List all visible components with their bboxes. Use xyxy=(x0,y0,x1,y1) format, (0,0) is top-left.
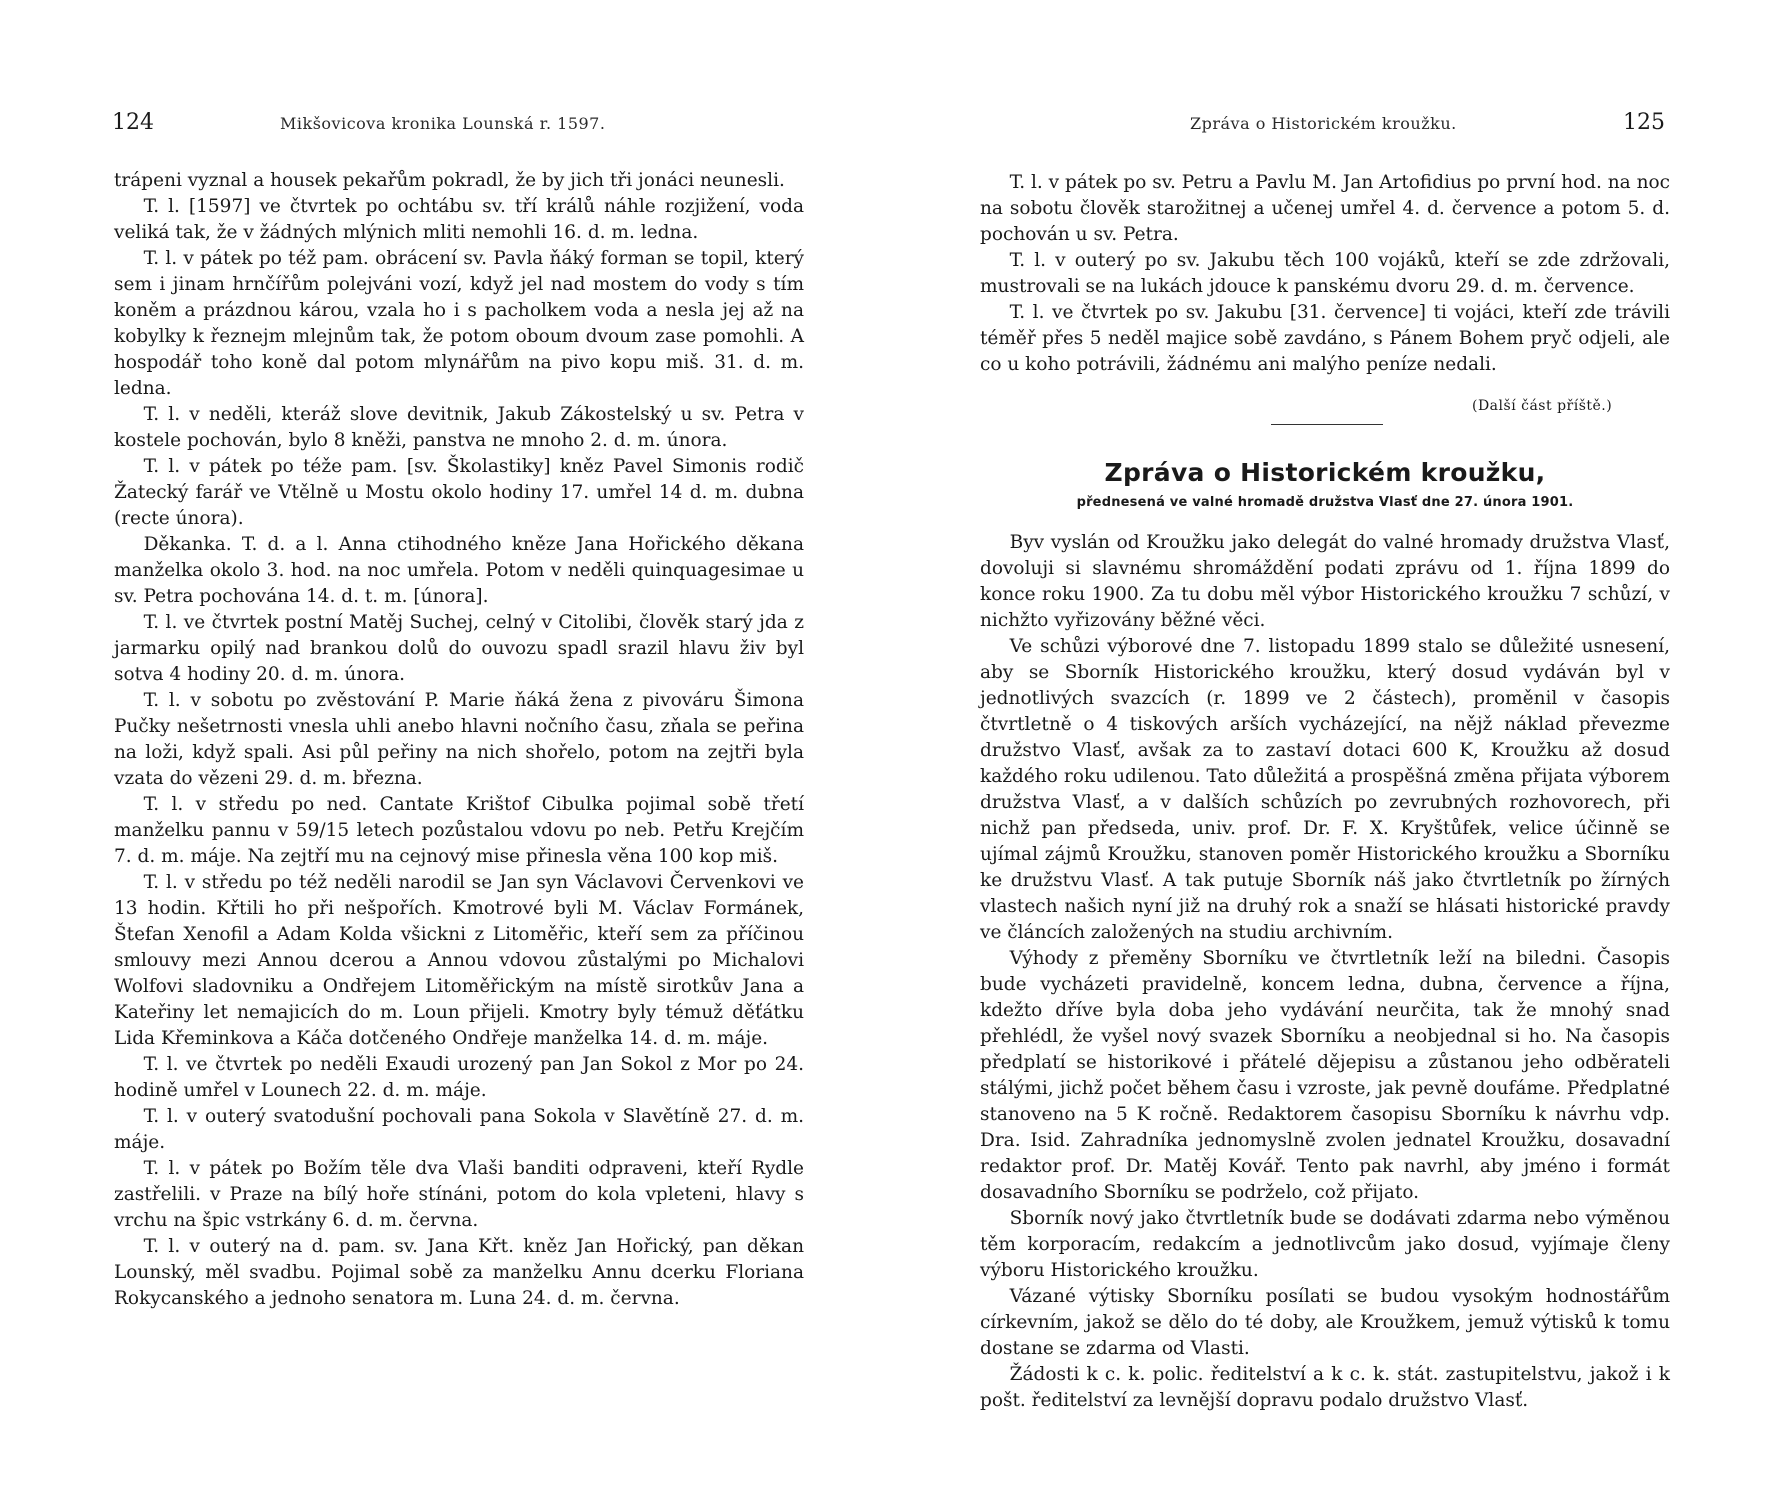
paragraph: Vázané výtisky Sborníku posílati se budou vysokým hodnostářům církevním, jakož se dělo do té doby, ale Kroužkem, jemuž výtisků k tomu dostane se zdarma od Vlasti. xyxy=(980,1286,1670,1359)
paragraph: T. l. v outerý po sv. Jakubu těch 100 vojáků, kteří se zde zdržovali, mustrovali se na lukách jdouce k panskému dvoru 29. d. m. července. xyxy=(980,250,1670,297)
paragraph: T. l. v pátek po Božím těle dva Vlaši banditi odpraveni, kteří Rydle zastřelili. v Praze na bílý hoře stínáni, potom do kola vpleteni, hlavy s vrchu na špic vstrkány 6. d. m. června. xyxy=(114,1158,804,1231)
paragraph: T. l. v neděli, kteráž slove devitnik, Jakub Zákostelský u sv. Petra v kostele pochován, bylo 8 kněži, panstva ne mnoho 2. d. m. února. xyxy=(114,404,804,451)
page-number: 125 xyxy=(1623,110,1665,135)
paragraph: T. l. v sobotu po zvěstování P. Marie ňáká žena z pivováru Šimona Pučky nešetrnosti vnesla uhli anebo hlavni nočního času, zňala se peřina na loži, když spali. Asi půl peřiny na nich shořelo, potom na zejtři byla vzata do vězeni 29. d. m. března. xyxy=(114,690,804,789)
paragraph: T. l. ve čtvrtek po sv. Jakubu [31. července] ti vojáci, kteří zde trávili téměř přes 5 neděl majice sobě zavdáno, s Pánem Bohem pryč odjeli, ale co u koho potrávili, žádnému ani malýho peníze nedali. xyxy=(980,302,1670,375)
running-head: Zpráva o Historickém kroužku. xyxy=(1190,114,1457,133)
paragraph: T. l. ve čtvrtek po neděli Exaudi urozený pan Jan Sokol z Mor po 24. hodině umřel v Lounech 22. d. m. máje. xyxy=(114,1054,804,1101)
right-page xyxy=(890,0,1780,1500)
paragraph: Výhody z přeměny Sborníku ve čtvrtletník leží na biledni. Časopis bude vycházeti pravidelně, koncem ledna, dubna, července a října, kdežto dříve byla doba jeho vydávání neurčita, tak že mnohý snad přehlédl, že vyšel nový svazek Sborníku a neobjednal si ho. Na časopis předplatí se historikové i přátelé dějepisu a zůstanou jeho odběrateli stálými, jichž počet během času i vzroste, jak pevně doufáme. Předplatné stanoveno na 5 K ročně. Redaktorem časopisu Sborníku k návrhu vdp. Dra. Isid. Zahradníka jednomyslně zvolen jednatel Kroužku, dosavadní redaktor prof. Dr. Matěj Kovář. Tento pak navrhl, aby jméno i formát dosavadního Sborníku se podrželo, což přijato. xyxy=(980,948,1670,1203)
paragraph: T. l. v pátek po též pam. obrácení sv. Pavla ňáký forman se topil, který sem i jinam hrnčířům polejváni vozí, když jel nad mostem do vody s tím koněm a prázdnou károu, vzala ho i s pacholkem voda a nesla jej až na kobylky k řeznejm mlejnům tak, že potom oboum dvoum zase pomohli. A hospodář toho koně dal potom mlynářům na pivo kopu miš. 31. d. m. ledna. xyxy=(114,248,804,399)
chronicle-continuation xyxy=(980,170,1670,378)
paragraph: T. l. v outerý na d. pam. sv. Jana Křt. kněz Jan Hořický, pan děkan Lounský, měl svadbu. Pojimal sobě za manželku Annu dcerku Floriana Rokycanského a jednoho senatora m. Luna 24. d. m. června. xyxy=(114,1236,804,1309)
section-divider xyxy=(1271,424,1383,425)
paragraph: T. l. [1597] ve čtvrtek po ochtábu sv. tří králů náhle rozjižení, voda veliká tak, že v žádných mlýnich mliti nemohli 16. d. m. ledna. xyxy=(114,196,804,243)
running-head: Mikšovicova kronika Lounská r. 1597. xyxy=(280,114,606,133)
paragraph: trápeni vyznal a housek pekařům pokradl, že by jich tři jonáci neunesli. xyxy=(114,170,785,191)
paragraph: T. l. v pátek po sv. Petru a Pavlu M. Jan Artofidius po první hod. na noc na sobotu člověk starožitnej a učenej umřel 4. d. července a potom 5. d. pochován u sv. Petra. xyxy=(980,172,1670,245)
paragraph: Žádosti k c. k. polic. ředitelství a k c. k. stát. zastupitelstvu, jakož i k pošt. ředitelství za levnější dopravu podalo družstvo Vlasť. xyxy=(980,1364,1670,1411)
page-number: 124 xyxy=(112,110,154,135)
paragraph: Byv vyslán od Kroužku jako delegát do valné hromady družstva Vlasť, dovoluji si slavnému shromáždění podati zprávu od 1. října 1899 do konce roku 1900. Za tu dobu měl výbor Historického kroužku 7 schůzí, v nichžto vyřizovány běžné věci. xyxy=(980,532,1670,631)
continuation-note: (Další část příště.) xyxy=(1472,398,1613,414)
report-body xyxy=(980,530,1670,1414)
paragraph: T. l. ve čtvrtek postní Matěj Suchej, celný v Citolibi, člověk starý jda z jarmarku opilý nad brankou dolů do ouvozu spadl srazil hlavu živ byl sotva 4 hodiny 20. d. m. února. xyxy=(114,612,804,685)
paragraph: Děkanka. T. d. a l. Anna ctihodného kněze Jana Hořického děkana manželka okolo 3. hod. na noc umřela. Potom v neděli quinquagesimae u sv. Petra pochována 14. d. t. m. [února]. xyxy=(114,534,804,607)
paragraph: T. l. v středu po ned. Cantate Krištof Cibulka pojimal sobě třetí manželku pannu v 59/15 letech pozůstalou vdovu po neb. Petřu Krejčím 7. d. m. máje. Na zejtří mu na cejnový mise přinesla věna 100 kop miš. xyxy=(114,794,804,867)
left-page-body xyxy=(114,168,804,1312)
paragraph: T. l. v středu po též neděli narodil se Jan syn Václavovi Červenkovi ve 13 hodin. Křtili ho při nešpořích. Kmotrové byli M. Václav Formánek, Štefan Xenofil a Adam Kolda všickni z Litoměřic, kteří sem za příčinou smlouvy mezi Annou dcerou a Annou vdovou zůstalými po Michalovi Wolfovi sladovniku a Ondřejem Litoměřickým na místě sirotkův Jana a Kateřiny let nemajicích do m. Loun přijeli. Kmotry byly témuž děťátku Lida Křeminkova a Káča dotčeného Ondřeje manželka 14. d. m. máje. xyxy=(114,872,804,1049)
paragraph: Sborník nový jako čtvrtletník bude se dodávati zdarma nebo výměnou těm korporacím, redakcím a jednotlivcům jako dosud, vyjímaje členy výboru Historického kroužku. xyxy=(980,1208,1670,1281)
paragraph: T. l. v outerý svatodušní pochovali pana Sokola v Slavětíně 27. d. m. máje. xyxy=(114,1106,804,1153)
paragraph: Ve schůzi výborové dne 7. listopadu 1899 stalo se důležité usnesení, aby se Sborník Historického kroužku, který dosud vydáván byl v jednotlivých svazcích (r. 1899 ve 2 částech), proměnil v časopis čtvrtletně o 4 tiskových arších vycházející, na nějž náklad převezme družstvo Vlasť, avšak za to zastaví dotaci 600 K, Kroužku až dosud každého roku udilenou. Tato důležitá a prospěšná změna přijata výborem družstva Vlasť, a v dalších schůzích po zevrubných rozhovorech, při nichž pan předseda, univ. prof. Dr. F. X. Kryštůfek, velice účinně se ujímal zájmů Kroužku, stanoven poměr Historického kroužku a Sborníku ke družstvu Vlasť. A tak putuje Sborník náš jako čtvrtletník po žírných vlastech našich nyní již na druhý rok a snaží se hlásati historické pravdy ve článcích založených na studiu archivním. xyxy=(980,636,1670,943)
section-title: Zpráva o Historickém kroužku, xyxy=(1104,458,1546,487)
paragraph: T. l. v pátek po téže pam. [sv. Školastiky] kněz Pavel Simonis rodič Žatecký farář ve Vtělně u Mostu okolo hodiny 17. umřel 14 d. m. dubna (recte února). xyxy=(114,456,804,529)
section-subtitle: přednesená ve valné hromadě družstva Vlasť dne 27. února 1901. xyxy=(1076,495,1574,510)
